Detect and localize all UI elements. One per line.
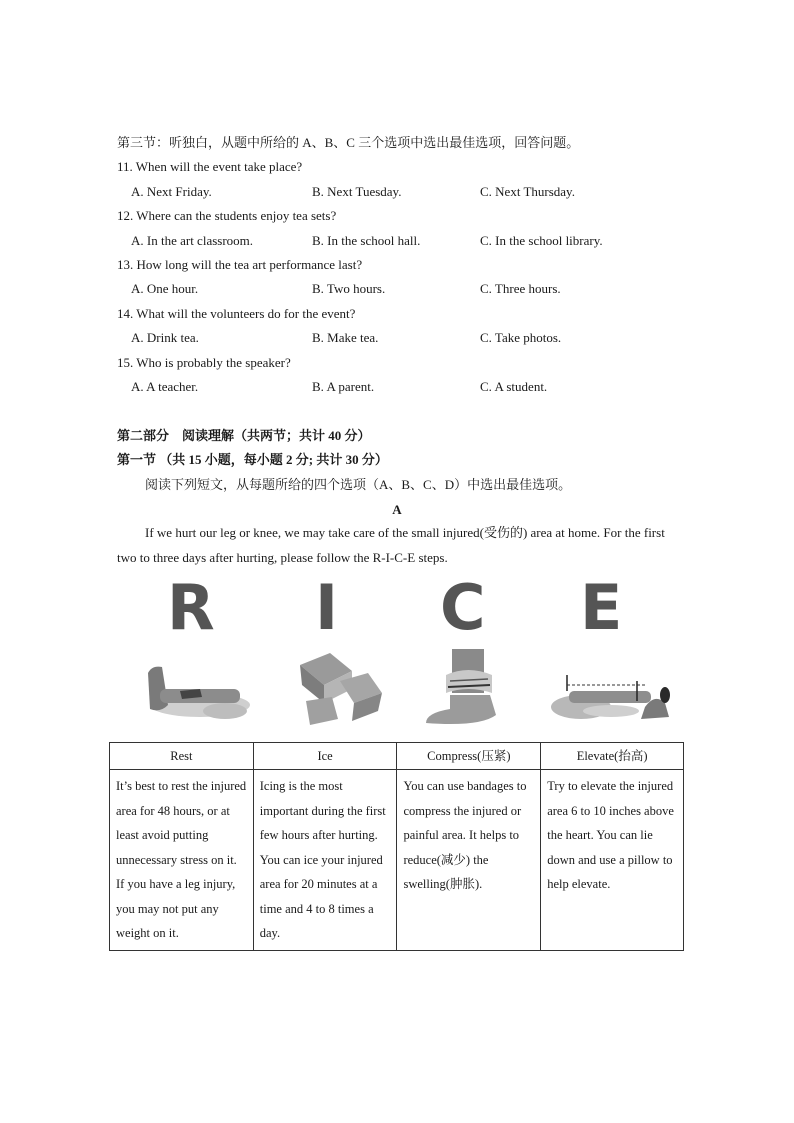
cell-elevate: Try to elevate the injured area 6 to 10 inches above the heart. You can lie down and use a pillow to help elevate. — [541, 770, 684, 951]
table-row — [110, 770, 684, 951]
header-compress: Compress(压紧) — [397, 743, 541, 770]
question-11: 11. When will the event take place? — [117, 159, 303, 174]
elevate-leg-illustration — [545, 645, 680, 730]
ice-cubes-illustration — [290, 645, 385, 730]
question-13: 13. How long will the tea art performance last? — [117, 257, 363, 272]
passage-text: If we hurt our leg or knee, we may take care of the small injured(受伤的) area at home. For the first two to three days after hurting, please follow the R-I-C-E steps. — [117, 525, 665, 565]
q15-option-b: B. A parent. — [312, 379, 375, 394]
q12-option-b: B. In the school hall. — [312, 233, 421, 248]
rest-leg-illustration — [140, 645, 255, 730]
q12-option-c: C. In the school library. — [480, 233, 603, 248]
q11-option-a: A. Next Friday. — [131, 184, 212, 199]
cell-ice: Icing is the most important during the first few hours after hurting. You can ice your injured area for 20 minutes at a time and 4 to 8 times a day. — [253, 770, 397, 951]
q14-option-c: C. Take photos. — [480, 330, 562, 345]
q14-option-a: A. Drink tea. — [131, 330, 199, 345]
rice-letter-c: C — [440, 571, 486, 644]
cell-compress: You can use bandages to compress the injured or painful area. It helps to reduce(减少) the swelling(肿胀). — [397, 770, 541, 951]
q11-option-b: B. Next Tuesday. — [312, 184, 402, 199]
q15-option-c: C. A student. — [480, 379, 548, 394]
header-rest: Rest — [110, 743, 254, 770]
q15-option-a: A. A teacher. — [131, 379, 199, 394]
table-header-row — [110, 743, 684, 770]
section1-heading: 第一节 （共 15 小题，每小题 2 分; 共计 30 分） — [117, 452, 388, 467]
question-15: 15. Who is probably the speaker? — [117, 355, 291, 370]
q11-option-c: C. Next Thursday. — [480, 184, 575, 199]
rice-letter-i: I — [315, 571, 339, 644]
q14-option-b: B. Make tea. — [312, 330, 379, 345]
header-ice: Ice — [253, 743, 397, 770]
question-14: 14. What will the volunteers do for the event? — [117, 306, 356, 321]
compress-ankle-illustration — [420, 645, 510, 730]
q12-option-a: A. In the art classroom. — [131, 233, 254, 248]
rice-letter-r: R — [167, 571, 215, 644]
q13-option-a: A. One hour. — [131, 281, 199, 296]
q13-option-c: C. Three hours. — [480, 281, 561, 296]
section3-heading: 第三节：听独白，从题中所给的 A、B、C 三个选项中选出最佳选项，回答问题。 — [117, 135, 580, 150]
reading-instruction: 阅读下列短文，从每题所给的四个选项（A、B、C、D）中选出最佳选项。 — [145, 477, 572, 492]
rice-steps-table — [109, 742, 684, 951]
rice-letters — [117, 571, 683, 644]
header-elevate: Elevate(抬高) — [541, 743, 684, 770]
part2-heading: 第二部分 阅读理解（共两节；共计 40 分） — [117, 428, 371, 443]
cell-rest: It’s best to rest the injured area for 48 hours, or at least avoid putting unnecessary stress on it. If you have a leg injury, you may not put any weight on it. — [110, 770, 254, 951]
q13-option-b: B. Two hours. — [312, 281, 386, 296]
passage-label: A — [392, 502, 402, 517]
rice-letter-e: E — [580, 571, 623, 644]
question-12: 12. Where can the students enjoy tea sets? — [117, 208, 337, 223]
